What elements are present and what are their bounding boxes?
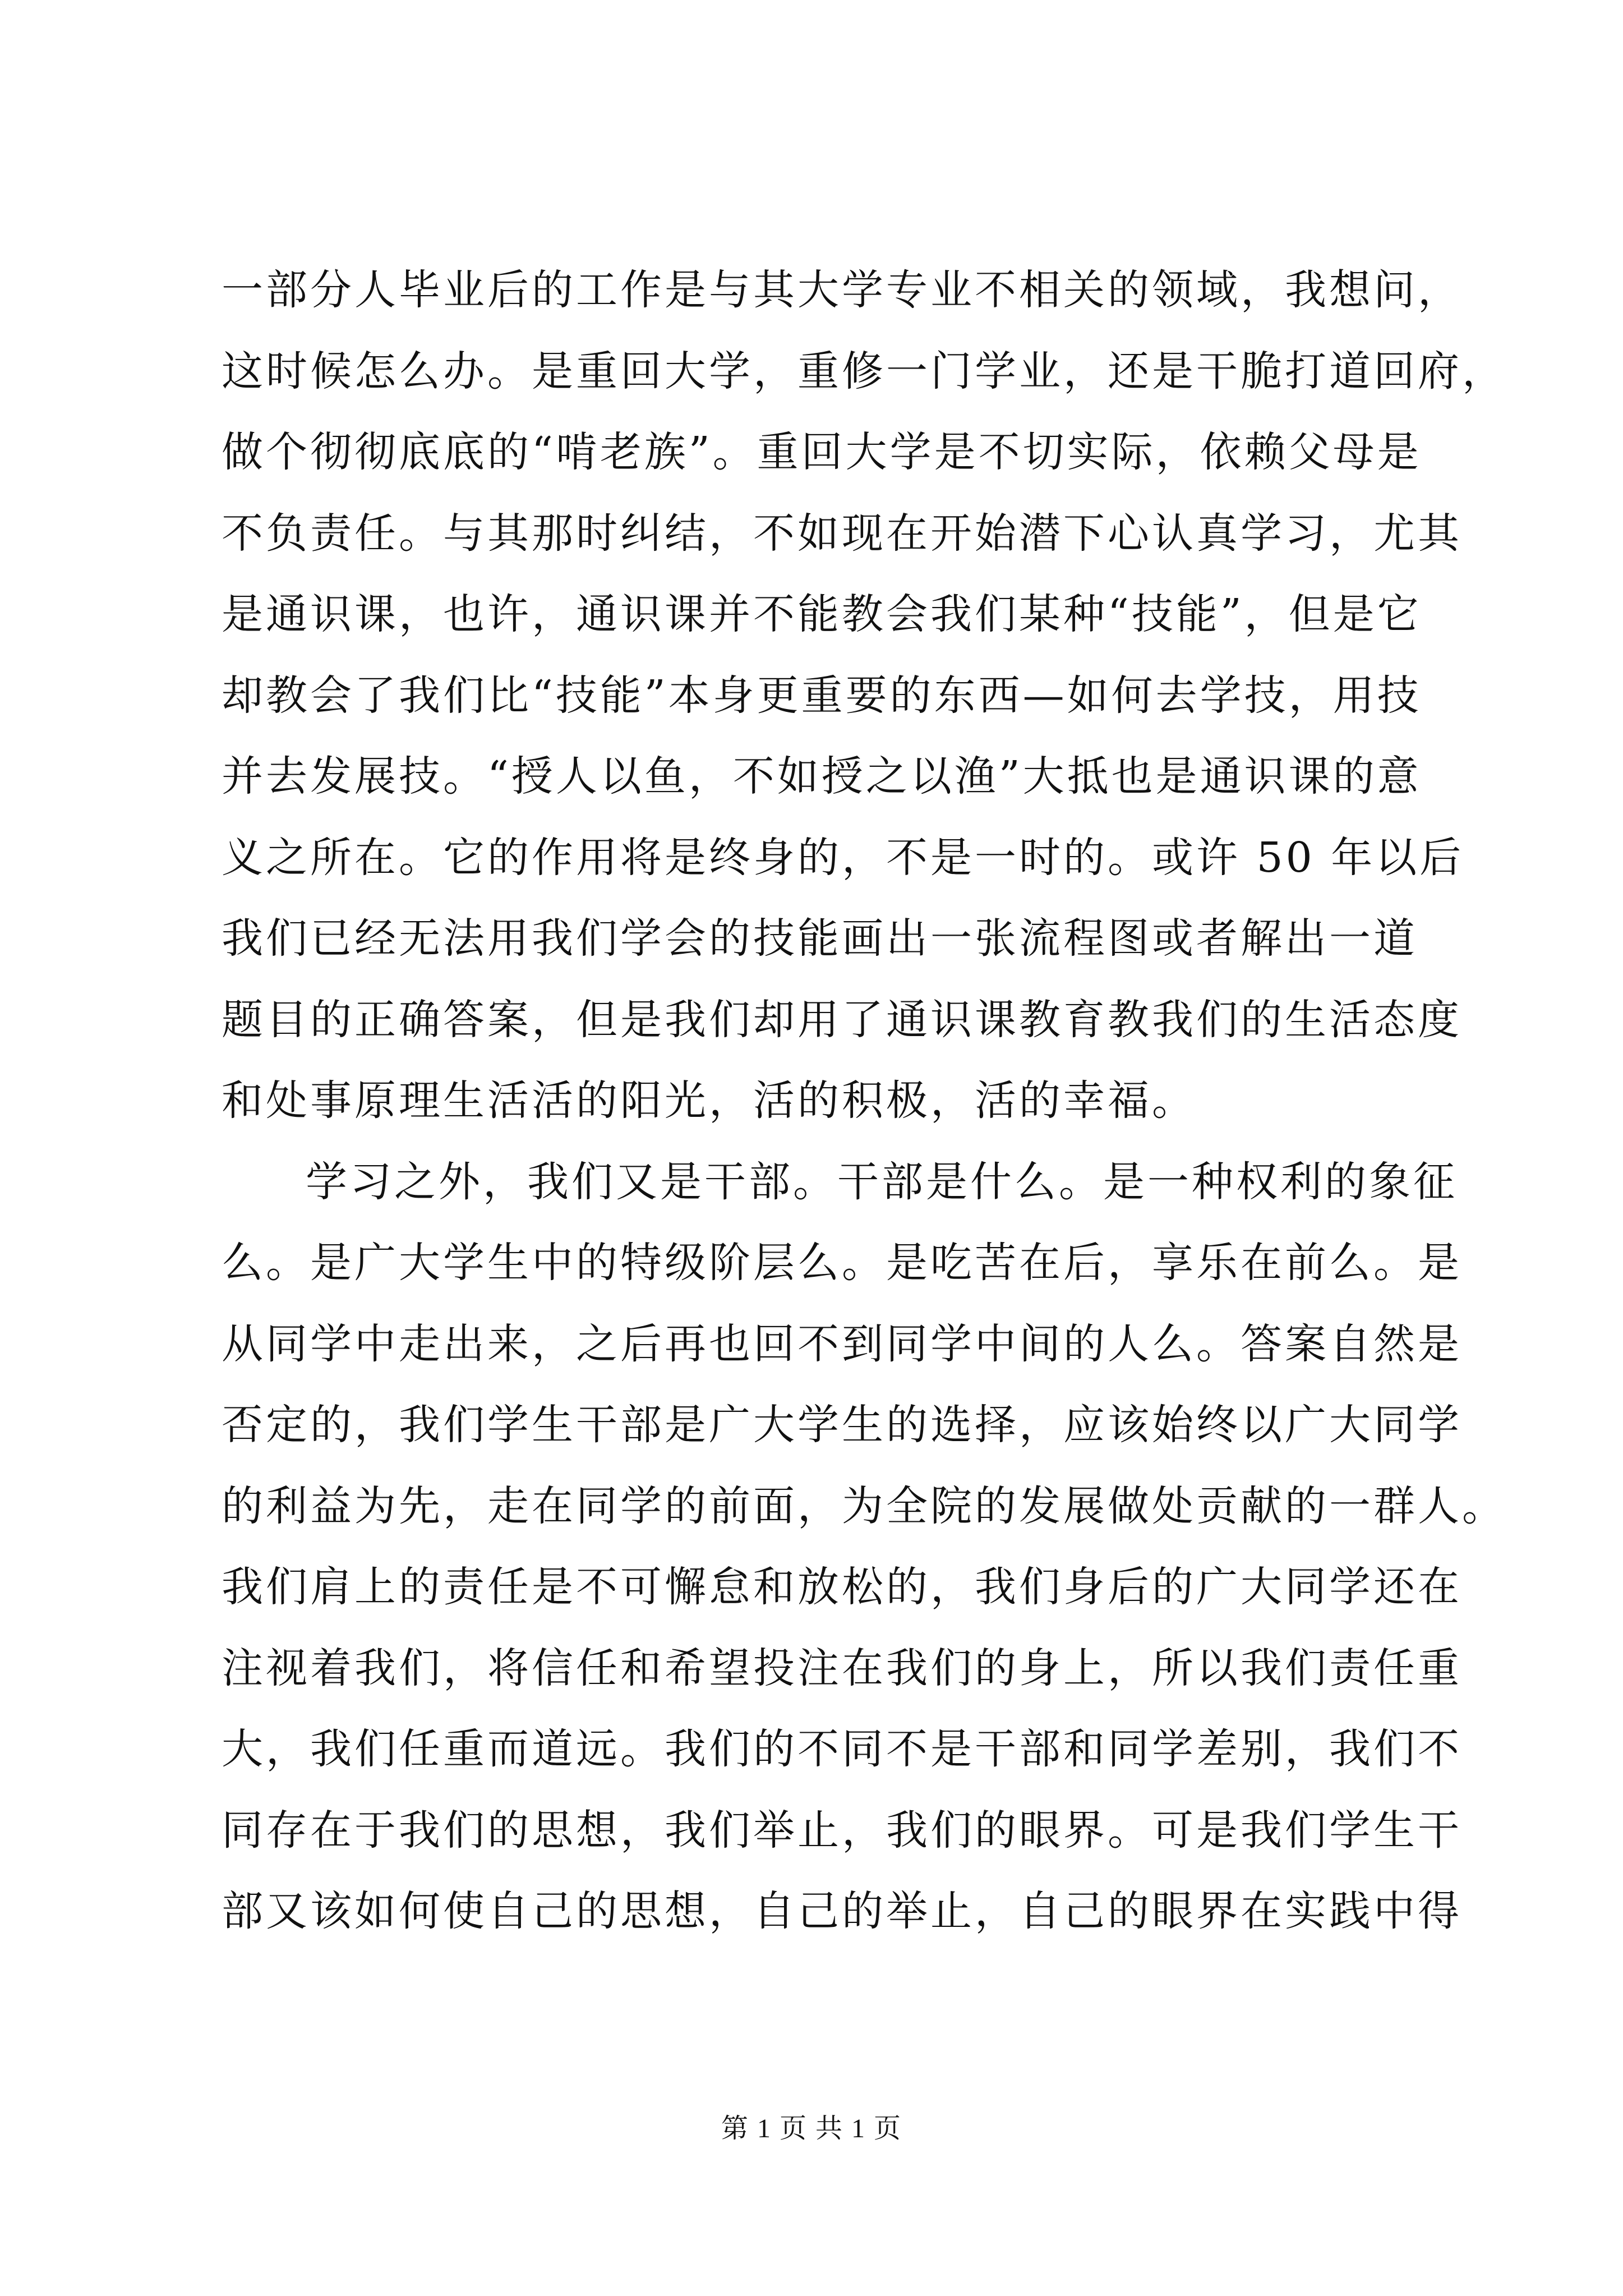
text-line: 部又该如何使自己的思想，自己的举止，自己的眼界在实践中得 bbox=[222, 1887, 1462, 1935]
text-line: 不负责任。与其那时纠结，不如现在开始潜下心认真学习，尤其 bbox=[222, 509, 1462, 558]
paragraph-start-line: 学习之外，我们又是干部。干部是什么。是一种权利的象征 bbox=[306, 1157, 1458, 1206]
text-line: 义之所在。它的作用将是终身的，不是一时的。或许 50 年以后 bbox=[222, 833, 1464, 882]
text-line: 做个彻彻底底的“啃老族”。重回大学是不切实际，依赖父母是 bbox=[222, 428, 1422, 476]
document-body bbox=[222, 250, 1506, 1952]
text-line: 并去发展技。“授人以鱼，不如授之以渔”大抵也是通识课的意 bbox=[222, 752, 1422, 800]
text-line: 和处事原理生活活的阳光，活的积极，活的幸福。 bbox=[222, 1076, 1196, 1125]
text-line: 我们肩上的责任是不可懈怠和放松的，我们身后的广大同学还在 bbox=[222, 1563, 1462, 1611]
text-line: 一部分人毕业后的工作是与其大学专业不相关的领域，我想问， bbox=[222, 266, 1462, 314]
text-line: 否定的，我们学生干部是广大学生的选择，应该始终以广大同学 bbox=[222, 1401, 1462, 1449]
text-line: 题目的正确答案，但是我们却用了通识课教育教我们的生活态度 bbox=[222, 995, 1462, 1044]
text-line: 么。是广大学生中的特级阶层么。是吃苦在后，享乐在前么。是 bbox=[222, 1239, 1462, 1287]
text-line: 注视着我们，将信任和希望投注在我们的身上，所以我们责任重 bbox=[222, 1644, 1462, 1692]
text-line: 我们已经无法用我们学会的技能画出一张流程图或者解出一道 bbox=[222, 914, 1418, 963]
text-line: 同存在于我们的思想，我们举止，我们的眼界。可是我们学生干 bbox=[222, 1806, 1462, 1855]
page-footer bbox=[0, 2112, 1623, 2146]
text-line: 大，我们任重而道远。我们的不同不是干部和同学差别，我们不 bbox=[222, 1725, 1462, 1773]
text-line: 的利益为先，走在同学的前面，为全院的发展做处贡献的一群人。 bbox=[222, 1481, 1506, 1530]
text-line: 是通识课，也许，通识课并不能教会我们某种“技能”，但是它 bbox=[222, 590, 1422, 638]
text-line: 这时候怎么办。是重回大学，重修一门学业，还是干脆打道回府， bbox=[222, 347, 1506, 395]
text-line: 从同学中走出来，之后再也回不到同学中间的人么。答案自然是 bbox=[222, 1319, 1462, 1368]
page-number-label: 第 1 页 共 1 页 bbox=[721, 2114, 902, 2143]
text-line: 却教会了我们比“技能”本身更重要的东西—如何去学技，用技 bbox=[222, 671, 1422, 720]
